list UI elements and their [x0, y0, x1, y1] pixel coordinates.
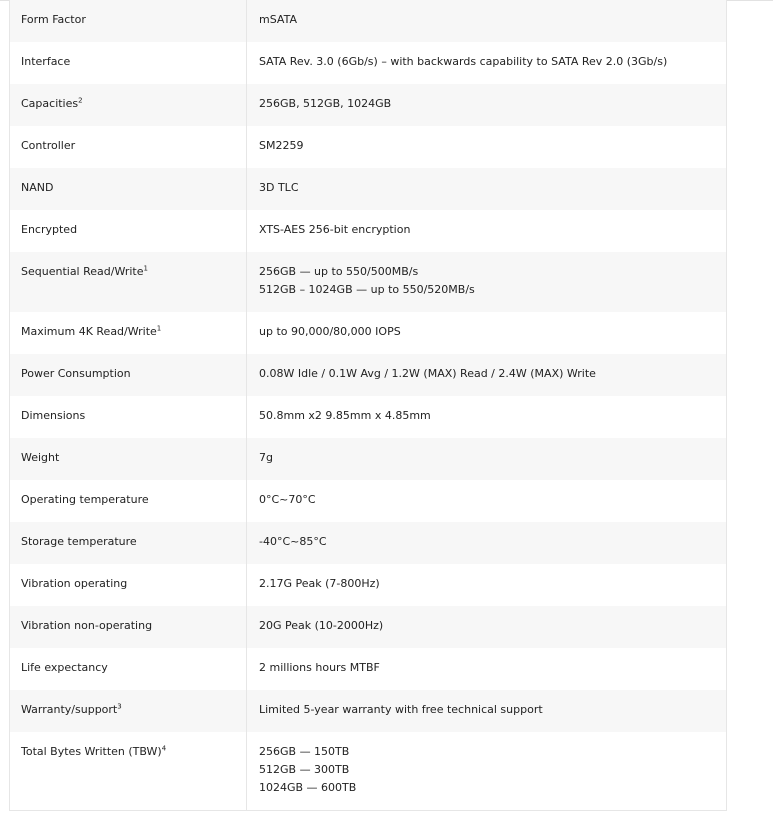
spec-label: Interface — [10, 42, 247, 84]
spec-label: Sequential Read/Write$^1$ — [10, 252, 247, 312]
spec-label: Vibration non-operating — [10, 606, 247, 648]
spec-value: XTS-AES 256-bit encryption — [259, 223, 411, 236]
footnote-marker: 2 — [78, 96, 83, 105]
spec-label: Vibration operating — [10, 564, 247, 606]
spec-value: 7g — [259, 451, 273, 464]
spec-value: Limited 5-year warranty with free technical support — [259, 703, 543, 716]
spec-value: -40°C~85°C — [259, 535, 327, 548]
spec-row-form-factor — [10, 0, 727, 42]
spec-label: Storage temperature — [10, 522, 247, 564]
spec-value: 2 millions hours MTBF — [259, 661, 380, 674]
spec-row-dimensions — [10, 396, 727, 438]
spec-value: up to 90,000/80,000 IOPS — [259, 325, 401, 338]
spec-value: 256GB — 150TB 512GB — 300TB 1024GB — 600TB — [259, 745, 357, 794]
spec-label: Power Consumption — [10, 354, 247, 396]
spec-label: Operating temperature — [10, 480, 247, 522]
spec-row-sequential-read-write — [10, 252, 727, 312]
spec-label: Warranty/support$^3$ — [10, 690, 247, 732]
spec-row-weight — [10, 438, 727, 480]
spec-label: Encrypted — [10, 210, 247, 252]
spec-row-vibration-operating — [10, 564, 727, 606]
spec-row-vibration-non-operating — [10, 606, 727, 648]
spec-label: Life expectancy — [10, 648, 247, 690]
spec-label: Maximum 4K Read/Write$^1$ — [10, 312, 247, 354]
spec-row-total-bytes-written — [10, 732, 727, 811]
spec-label: Weight — [10, 438, 247, 480]
spec-label: NAND — [10, 168, 247, 210]
spec-value: 256GB — up to 550/500MB/s 512GB – 1024GB — up to 550/520MB/s — [259, 265, 475, 296]
spec-row-warranty-support — [10, 690, 727, 732]
spec-value: 3D TLC — [259, 181, 299, 194]
spec-value: 20G Peak (10-2000Hz) — [259, 619, 384, 632]
spec-value: SATA Rev. 3.0 (6Gb/s) – with backwards capability to SATA Rev 2.0 (3Gb/s) — [259, 55, 668, 68]
spec-row-operating-temperature — [10, 480, 727, 522]
footnote-marker: 4 — [161, 744, 167, 753]
spec-table — [9, 0, 727, 811]
spec-row-capacities — [10, 84, 727, 126]
spec-label: Capacities$^2$ — [10, 84, 247, 126]
spec-value: 256GB, 512GB, 1024GB — [259, 97, 392, 110]
spec-label: Controller — [10, 126, 247, 168]
spec-value: 0.08W Idle / 0.1W Avg / 1.2W (MAX) Read / 2.4W (MAX) Write — [259, 367, 596, 380]
spec-label: Total Bytes Written (TBW)$^4$ — [10, 732, 247, 811]
footnote-marker: 1 — [156, 324, 162, 333]
spec-row-storage-temperature — [10, 522, 727, 564]
footnote-marker: 1 — [143, 264, 148, 273]
spec-row-interface — [10, 42, 727, 84]
footnote-marker: 3 — [117, 702, 122, 711]
spec-row-nand — [10, 168, 727, 210]
spec-row-power-consumption — [10, 354, 727, 396]
spec-row-life-expectancy — [10, 648, 727, 690]
spec-value: 50.8mm x2 9.85mm x 4.85mm — [259, 409, 431, 422]
spec-value: 0°C~70°C — [259, 493, 316, 506]
spec-row-encrypted — [10, 210, 727, 252]
spec-row-max-4k-read-write — [10, 312, 727, 354]
spec-value: SM2259 — [259, 139, 304, 152]
spec-row-controller — [10, 126, 727, 168]
spec-label: Dimensions — [10, 396, 247, 438]
spec-value: mSATA — [259, 13, 297, 26]
spec-value: 2.17G Peak (7-800Hz) — [259, 577, 380, 590]
spec-label: Form Factor — [10, 0, 247, 42]
